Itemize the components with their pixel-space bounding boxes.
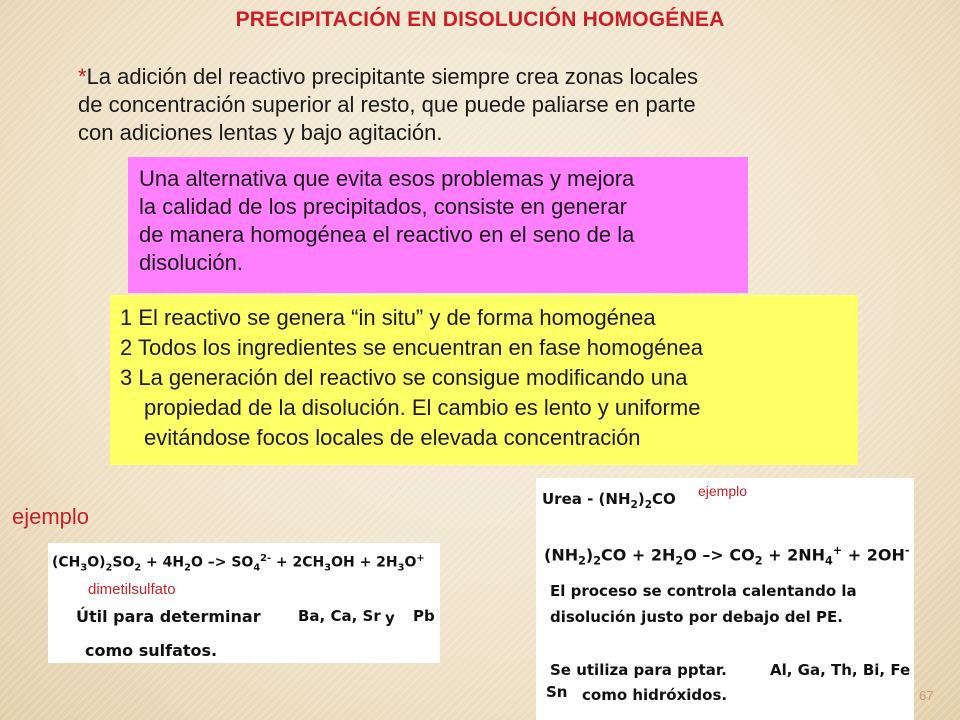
conjunction: y: [385, 609, 395, 627]
characteristic-3-cont-1: propiedad de la disolución. El cambio es lento y uniforme: [144, 395, 701, 420]
characteristic-2: 2 Todos los ingredientes se encuentran en fase homogénea: [120, 335, 704, 360]
intro-line-3: con adiciones lentas y bajo agitación.: [78, 120, 443, 145]
intro-line: [78, 63, 838, 91]
dimethylsulfate-equation: $(CH_3O)_2SO_2 + 4H_2O -> SO_4^{2-} + 2CH_3OH + 2H_3O^+$: [52, 553, 425, 574]
page-number: 67: [919, 688, 934, 703]
metal-sn: Sn: [546, 683, 568, 701]
as-sulfates: como sulfatos.: [85, 641, 218, 660]
metals-list: Ba, Ca, Sr: [298, 607, 381, 625]
example-label: ejemplo: [12, 504, 90, 529]
alternative-line-2: la calidad de los precipitados, consiste en generar: [139, 194, 627, 219]
alternative-line-3: de manera homogénea el reactivo en el seno de la: [139, 222, 635, 247]
metal-pb: Pb: [413, 607, 435, 625]
metals-list: Al, Ga, Th, Bi, Fe: [770, 661, 911, 679]
as-hydroxides: como hidróxidos.: [582, 686, 728, 704]
use-text: Útil para determinar: [76, 607, 261, 626]
characteristic-1: 1 El reactivo se genera “in situ” y de forma homogénea: [120, 305, 656, 330]
characteristics-box: [110, 295, 858, 465]
urea-formula: Urea - $(NH_2)_2CO$: [542, 490, 676, 511]
reagent-label: dimetilsulfato: [88, 581, 176, 598]
alternative-line-4: disolución.: [139, 250, 243, 275]
alternative-line-1: Una alternativa que evita esos problemas y mejora: [139, 166, 635, 191]
intro-star: *: [78, 64, 87, 89]
characteristic-3: 3 La generación del reactivo se consigue modificando una: [120, 365, 688, 390]
urea-example: [536, 478, 914, 720]
intro-paragraph: [78, 63, 838, 147]
urea-example-label: ejemplo: [698, 483, 748, 499]
intro-line-1: La adición del reactivo precipitante siempre crea zonas locales: [86, 64, 699, 89]
slide-title: PRECIPITACIÓN EN DISOLUCIÓN HOMOGÉNEA: [235, 8, 725, 31]
alternative-box: [128, 157, 748, 293]
process-line-1: El proceso se controla calentando la: [550, 582, 857, 600]
intro-line-2: de concentración superior al resto, que puede paliarse en parte: [78, 92, 696, 117]
dimethylsulfate-example: [48, 543, 440, 663]
process-line-2: disolución justo por debajo del PE.: [550, 608, 843, 626]
urea-equation: $(NH_2)_2CO + 2H_2O -> CO_2 + 2NH_4^+ + 2OH^-$: [544, 544, 910, 568]
characteristic-3-cont-2: evitándose focos locales de elevada concentración: [144, 425, 641, 450]
pptar-text: Se utiliza para pptar.: [550, 661, 727, 679]
